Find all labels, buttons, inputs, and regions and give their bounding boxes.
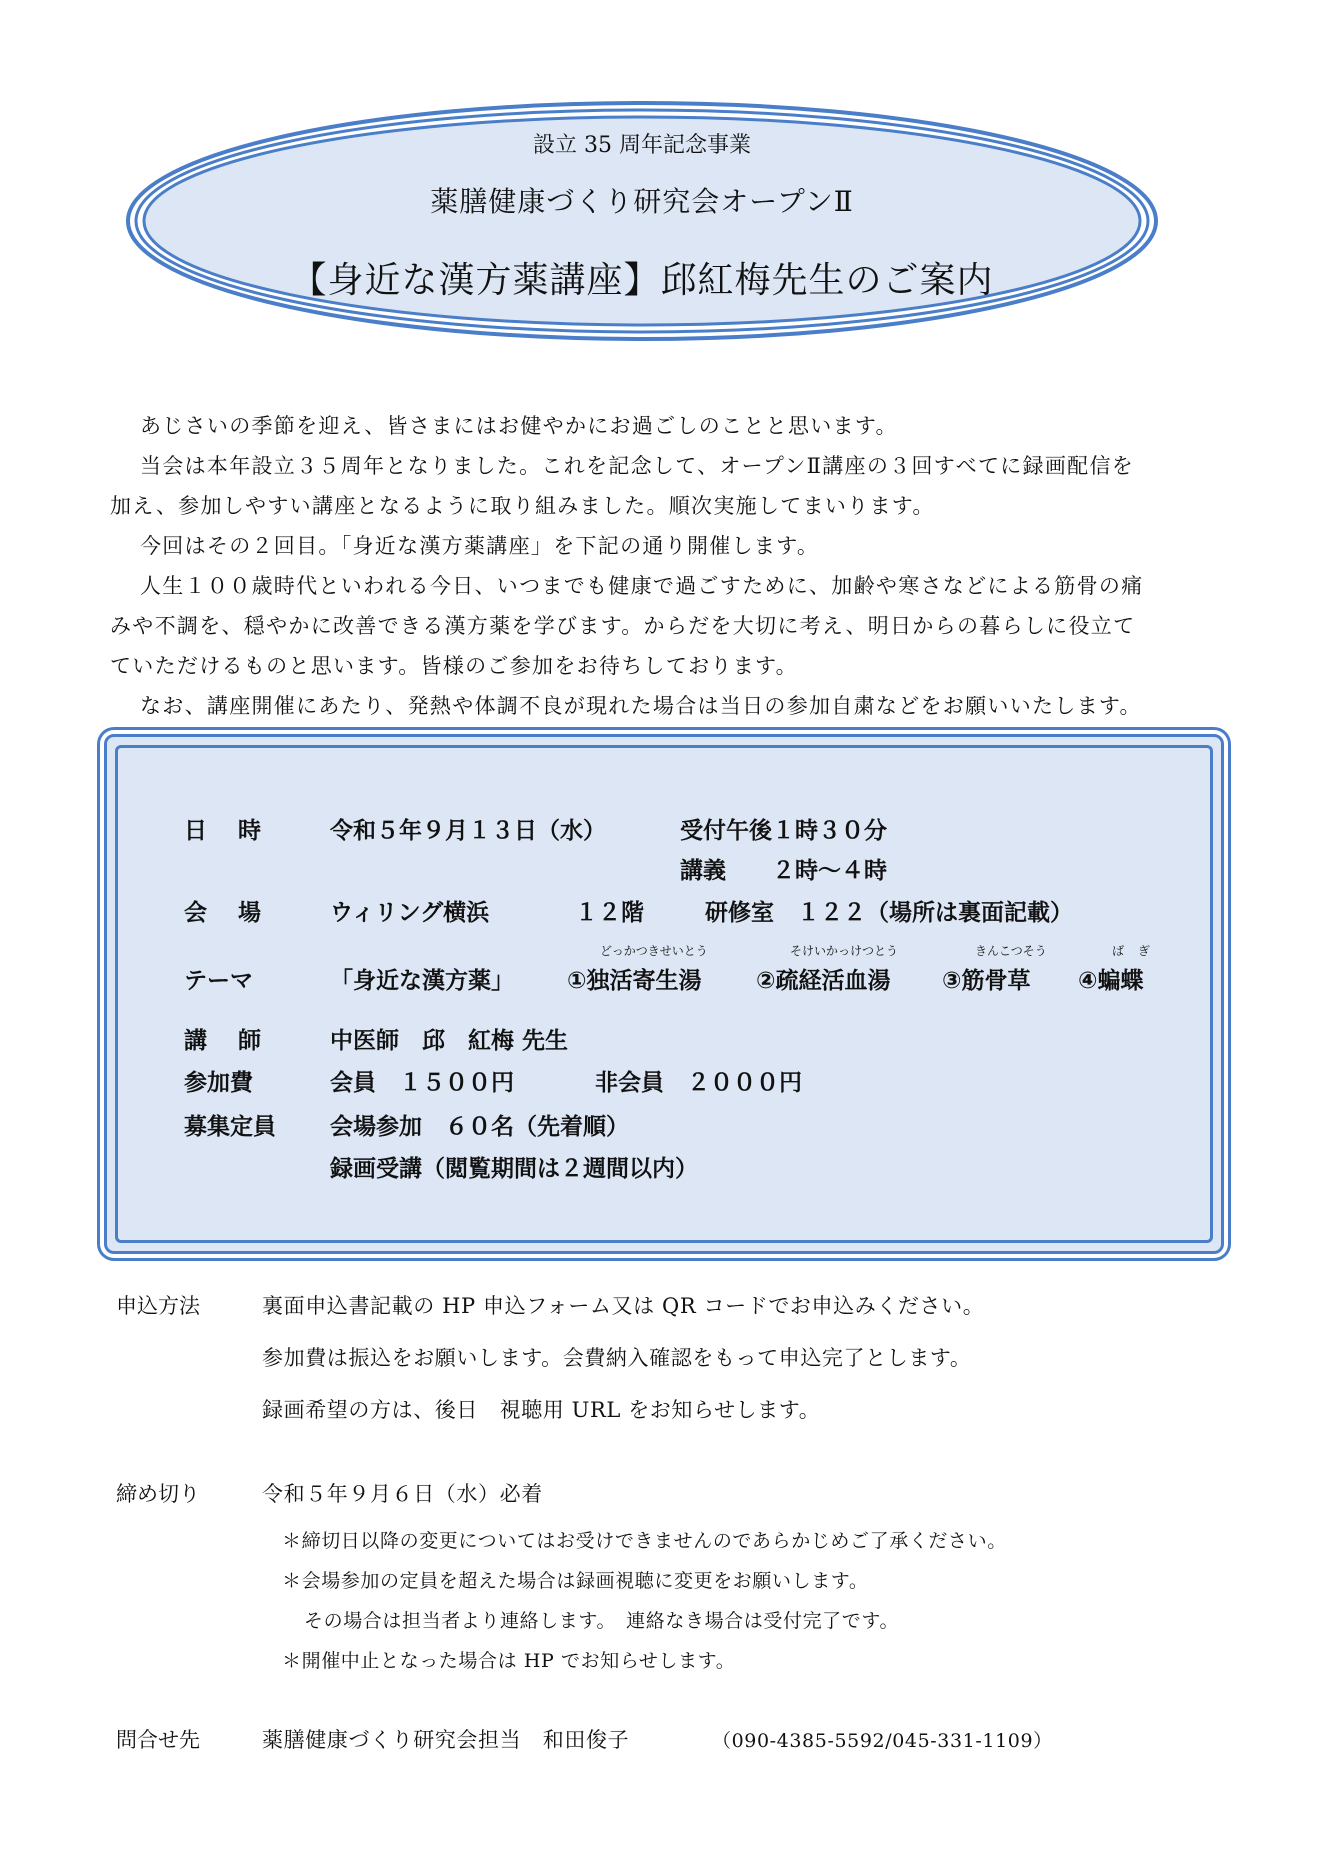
herb-4-ruby: ばぎ [1112,944,1165,958]
lecturer-name: 中医師 邱 紅梅 先生 [330,1028,569,1054]
herb-2-name: ②疏経活血湯 [756,968,891,994]
reception-time: 受付午後１時３０分 [680,818,887,844]
herb-3-ruby: きんこつそう [975,944,1047,958]
header-subtitle: 設立 35 周年記念事業 [533,133,751,158]
herb-1-ruby: どっかつきせいとう [600,944,708,958]
fee-label: 参加費 [184,1070,253,1096]
header-title: 薬膳健康づくり研究会オープンⅡ [430,185,854,218]
intro-line-6: みや不調を、穏やかに改善できる漢方薬を学びます。からだを大切に考え、明日からの暮らしに役立て [110,614,1136,638]
date-label: 日 時 [184,818,262,844]
venue-label: 会 場 [184,900,262,926]
fee-nonmember: 非会員 ２０００円 [595,1070,802,1096]
application-line-1: 裏面申込書記載の HP 申込フォーム又は QR コードでお申込みください。 [262,1294,985,1318]
contact-name: 薬膳健康づくり研究会担当 和田俊子 [262,1728,630,1752]
deadline-note-1: ＊締切日以降の変更についてはお受けできませんのであらかじめご了承ください。 [282,1530,1007,1552]
deadline-note-3: その場合は担当者より連絡します。 連絡なき場合は受付完了です。 [304,1610,900,1632]
application-line-2: 参加費は振込をお願いします。会費納入確認をもって申込完了とします。 [262,1346,972,1370]
venue-room: 研修室 １２２（場所は裏面記載） [705,900,1073,926]
herb-3-name: ③筋骨草 [942,968,1031,994]
capacity-video: 録画受講（閲覧期間は２週間以内） [330,1156,698,1182]
herb-1-name: ①独活寄生湯 [567,968,702,994]
capacity-venue: 会場参加 ６０名（先着順） [330,1114,629,1140]
deadline-note-4: ＊開催中止となった場合は HP でお知らせします。 [282,1650,736,1672]
fee-member: 会員 １５００円 [330,1070,514,1096]
contact-label: 問合せ先 [116,1728,200,1752]
intro-line-2: 当会は本年設立３５周年となりました。これを記念して、オープンⅡ講座の３回すべてに録画配信を [140,454,1135,478]
intro-line-3: 加え、参加しやすい講座となるように取り組みました。順次実施してまいります。 [110,494,935,518]
theme-label: テーマ [184,968,253,994]
venue-floor: １２階 [575,900,644,926]
herb-2-ruby: そけいかっけつとう [790,944,899,958]
herb-4-name: ④蝙蝶 [1078,968,1144,994]
intro-line-4: 今回はその２回目。「身近な漢方薬講座」を下記の通り開催します。 [140,534,820,558]
date-value: 令和５年９月１３日（水） [330,818,606,844]
lecture-time: 講義 ２時～４時 [680,858,887,884]
lecturer-label: 講 師 [184,1028,262,1054]
intro-line-1: あじさいの季節を迎え、皆さまにはお健やかにお過ごしのことと思います。 [140,414,898,438]
intro-line-5: 人生１００歳時代といわれる今日、いつまでも健康で過ごすために、加齢や寒さなどによる筋骨の痛 [140,574,1144,598]
capacity-label: 募集定員 [184,1114,276,1140]
intro-line-7: ていただけるものと思います。皆様のご参加をお待ちしております。 [110,654,798,678]
header-main-title: 【身近な漢方薬講座】邱紅梅先生のご案内 [290,260,994,301]
contact-phone: （090-4385-5592/045-331-1109） [712,1730,1053,1752]
theme-title: 「身近な漢方薬」 [330,968,514,994]
intro-line-8: なお、講座開催にあたり、発熱や体調不良が現れた場合は当日の参加自粛などをお願いいたします。 [140,694,1142,718]
application-label: 申込方法 [116,1294,200,1318]
deadline-note-2: ＊会場参加の定員を超えた場合は録画視聴に変更をお願いします。 [282,1570,869,1592]
deadline-date: 令和５年９月６日（水）必着 [262,1482,543,1506]
deadline-label: 締め切り [116,1482,200,1506]
application-line-3: 録画希望の方は、後日 視聴用 URL をお知らせします。 [262,1398,821,1422]
venue-name: ウィリング横浜 [330,900,490,926]
